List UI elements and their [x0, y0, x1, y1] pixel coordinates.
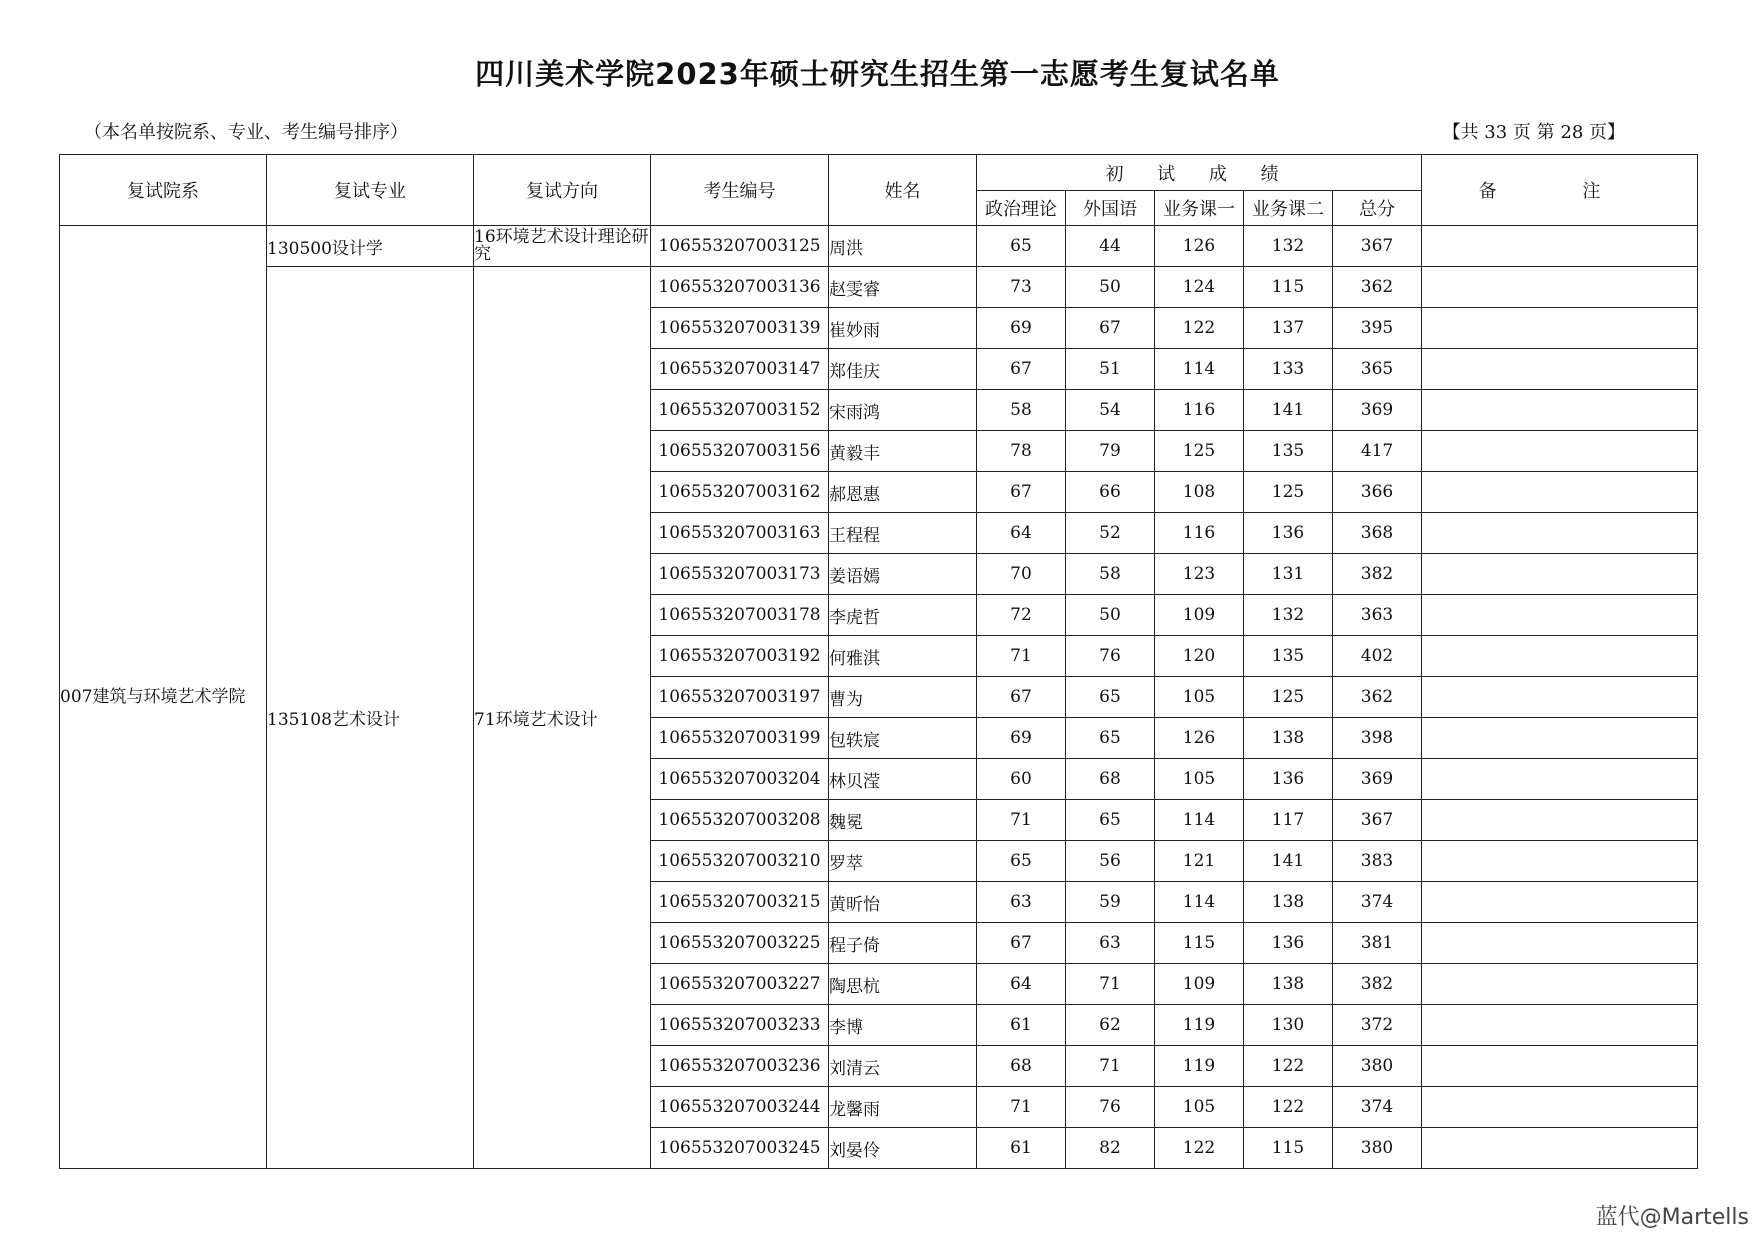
course1-score-cell: 120: [1155, 636, 1244, 677]
total-score-cell: 372: [1333, 1005, 1422, 1046]
name-cell: 周洪: [829, 226, 977, 267]
exam-id-cell: 106553207003162: [651, 472, 829, 513]
total-score-cell: 417: [1333, 431, 1422, 472]
direction-cell: 16环境艺术设计理论研究: [474, 226, 651, 267]
foreign-score-cell: 76: [1066, 636, 1155, 677]
course2-score-cell: 141: [1244, 841, 1333, 882]
total-score-cell: 369: [1333, 759, 1422, 800]
name-cell: 罗萃: [829, 841, 977, 882]
course2-score-cell: 122: [1244, 1046, 1333, 1087]
remark-cell: [1422, 759, 1698, 800]
course2-score-cell: 133: [1244, 349, 1333, 390]
foreign-score-cell: 56: [1066, 841, 1155, 882]
politics-score-cell: 71: [977, 636, 1066, 677]
foreign-score-cell: 50: [1066, 267, 1155, 308]
exam-id-cell: 106553207003244: [651, 1087, 829, 1128]
exam-id-cell: 106553207003147: [651, 349, 829, 390]
remark-cell: [1422, 1005, 1698, 1046]
politics-score-cell: 73: [977, 267, 1066, 308]
total-score-cell: 362: [1333, 677, 1422, 718]
politics-score-cell: 67: [977, 923, 1066, 964]
name-cell: 王程程: [829, 513, 977, 554]
total-score-cell: 363: [1333, 595, 1422, 636]
course1-score-cell: 109: [1155, 964, 1244, 1005]
candidate-table: [59, 154, 1698, 1169]
politics-score-cell: 68: [977, 1046, 1066, 1087]
course2-score-cell: 141: [1244, 390, 1333, 431]
total-score-cell: 382: [1333, 964, 1422, 1005]
foreign-score-cell: 82: [1066, 1128, 1155, 1169]
course1-score-cell: 125: [1155, 431, 1244, 472]
header-course2: 业务课二: [1244, 191, 1333, 226]
foreign-score-cell: 79: [1066, 431, 1155, 472]
foreign-score-cell: 50: [1066, 595, 1155, 636]
total-score-cell: 365: [1333, 349, 1422, 390]
total-score-cell: 367: [1333, 226, 1422, 267]
course1-score-cell: 124: [1155, 267, 1244, 308]
remark-cell: [1422, 472, 1698, 513]
remark-cell: [1422, 308, 1698, 349]
course2-score-cell: 136: [1244, 923, 1333, 964]
course2-score-cell: 122: [1244, 1087, 1333, 1128]
exam-id-cell: 106553207003156: [651, 431, 829, 472]
politics-score-cell: 65: [977, 841, 1066, 882]
header-total: 总分: [1333, 191, 1422, 226]
exam-id-cell: 106553207003197: [651, 677, 829, 718]
course2-score-cell: 135: [1244, 636, 1333, 677]
name-cell: 姜语嫣: [829, 554, 977, 595]
remark-cell: [1422, 841, 1698, 882]
politics-score-cell: 61: [977, 1005, 1066, 1046]
foreign-score-cell: 62: [1066, 1005, 1155, 1046]
page-info: 【共 33 页 第 28 页】: [1442, 122, 1625, 143]
remark-cell: [1422, 349, 1698, 390]
name-cell: 郝恩惠: [829, 472, 977, 513]
exam-id-cell: 106553207003152: [651, 390, 829, 431]
course2-score-cell: 138: [1244, 882, 1333, 923]
course1-score-cell: 114: [1155, 349, 1244, 390]
name-cell: 崔妙雨: [829, 308, 977, 349]
total-score-cell: 395: [1333, 308, 1422, 349]
foreign-score-cell: 54: [1066, 390, 1155, 431]
course1-score-cell: 126: [1155, 226, 1244, 267]
course1-score-cell: 126: [1155, 718, 1244, 759]
course1-score-cell: 105: [1155, 1087, 1244, 1128]
remark-cell: [1422, 677, 1698, 718]
foreign-score-cell: 65: [1066, 677, 1155, 718]
page-title: 四川美术学院2023年硕士研究生招生第一志愿考生复试名单: [475, 57, 1280, 91]
total-score-cell: 402: [1333, 636, 1422, 677]
header-dept: 复试院系: [60, 155, 267, 226]
course1-score-cell: 105: [1155, 677, 1244, 718]
remark-cell: [1422, 390, 1698, 431]
remark-cell: [1422, 513, 1698, 554]
total-score-cell: 368: [1333, 513, 1422, 554]
remark-cell: [1422, 431, 1698, 472]
name-cell: 何雅淇: [829, 636, 977, 677]
header-politics: 政治理论: [977, 191, 1066, 226]
name-cell: 刘清云: [829, 1046, 977, 1087]
remark-cell: [1422, 636, 1698, 677]
exam-id-cell: 106553207003139: [651, 308, 829, 349]
exam-id-cell: 106553207003199: [651, 718, 829, 759]
table-row: [60, 267, 1698, 308]
exam-id-cell: 106553207003178: [651, 595, 829, 636]
course1-score-cell: 119: [1155, 1005, 1244, 1046]
name-cell: 曹为: [829, 677, 977, 718]
exam-id-cell: 106553207003210: [651, 841, 829, 882]
course1-score-cell: 109: [1155, 595, 1244, 636]
course2-score-cell: 135: [1244, 431, 1333, 472]
major-cell: 130500设计学: [267, 226, 474, 267]
course1-score-cell: 105: [1155, 759, 1244, 800]
foreign-score-cell: 71: [1066, 1046, 1155, 1087]
name-cell: 包轶宸: [829, 718, 977, 759]
name-cell: 林贝滢: [829, 759, 977, 800]
course2-score-cell: 125: [1244, 677, 1333, 718]
course1-score-cell: 121: [1155, 841, 1244, 882]
table-body: [60, 226, 1698, 1169]
name-cell: 刘晏伶: [829, 1128, 977, 1169]
total-score-cell: 366: [1333, 472, 1422, 513]
name-cell: 程子倚: [829, 923, 977, 964]
course1-score-cell: 116: [1155, 513, 1244, 554]
course2-score-cell: 138: [1244, 964, 1333, 1005]
course2-score-cell: 130: [1244, 1005, 1333, 1046]
total-score-cell: 382: [1333, 554, 1422, 595]
name-cell: 郑佳庆: [829, 349, 977, 390]
department-cell: 007建筑与环境艺术学院: [60, 226, 267, 1169]
exam-id-cell: 106553207003208: [651, 800, 829, 841]
course2-score-cell: 125: [1244, 472, 1333, 513]
course1-score-cell: 119: [1155, 1046, 1244, 1087]
header-exam-id: 考生编号: [651, 155, 829, 226]
total-score-cell: 362: [1333, 267, 1422, 308]
course1-score-cell: 123: [1155, 554, 1244, 595]
exam-id-cell: 106553207003163: [651, 513, 829, 554]
course2-score-cell: 132: [1244, 226, 1333, 267]
course1-score-cell: 114: [1155, 800, 1244, 841]
exam-id-cell: 106553207003173: [651, 554, 829, 595]
foreign-score-cell: 51: [1066, 349, 1155, 390]
total-score-cell: 398: [1333, 718, 1422, 759]
direction-cell: 71环境艺术设计: [474, 267, 651, 1169]
total-score-cell: 380: [1333, 1128, 1422, 1169]
foreign-score-cell: 76: [1066, 1087, 1155, 1128]
politics-score-cell: 67: [977, 472, 1066, 513]
exam-id-cell: 106553207003136: [651, 267, 829, 308]
remark-cell: [1422, 800, 1698, 841]
remark-cell: [1422, 882, 1698, 923]
remark-cell: [1422, 554, 1698, 595]
course1-score-cell: 115: [1155, 923, 1244, 964]
politics-score-cell: 58: [977, 390, 1066, 431]
total-score-cell: 381: [1333, 923, 1422, 964]
exam-id-cell: 106553207003204: [651, 759, 829, 800]
remark-cell: [1422, 267, 1698, 308]
politics-score-cell: 78: [977, 431, 1066, 472]
remark-cell: [1422, 718, 1698, 759]
watermark: 蓝代@Martells: [1595, 1205, 1749, 1230]
header-major: 复试专业: [267, 155, 474, 226]
header-scores-group: 初 试 成 绩: [977, 155, 1422, 191]
foreign-score-cell: 68: [1066, 759, 1155, 800]
exam-id-cell: 106553207003245: [651, 1128, 829, 1169]
remark-cell: [1422, 923, 1698, 964]
header-foreign: 外国语: [1066, 191, 1155, 226]
name-cell: 魏冕: [829, 800, 977, 841]
politics-score-cell: 64: [977, 513, 1066, 554]
total-score-cell: 374: [1333, 1087, 1422, 1128]
politics-score-cell: 64: [977, 964, 1066, 1005]
course2-score-cell: 117: [1244, 800, 1333, 841]
exam-id-cell: 106553207003125: [651, 226, 829, 267]
remark-cell: [1422, 595, 1698, 636]
politics-score-cell: 60: [977, 759, 1066, 800]
course2-score-cell: 136: [1244, 759, 1333, 800]
name-cell: 宋雨鸿: [829, 390, 977, 431]
name-cell: 陶思杭: [829, 964, 977, 1005]
foreign-score-cell: 67: [1066, 308, 1155, 349]
header-remarks: 备 注: [1422, 155, 1698, 226]
course1-score-cell: 108: [1155, 472, 1244, 513]
total-score-cell: 369: [1333, 390, 1422, 431]
course2-score-cell: 115: [1244, 1128, 1333, 1169]
remark-cell: [1422, 226, 1698, 267]
course1-score-cell: 122: [1155, 308, 1244, 349]
name-cell: 黄昕怡: [829, 882, 977, 923]
remark-cell: [1422, 964, 1698, 1005]
total-score-cell: 383: [1333, 841, 1422, 882]
politics-score-cell: 61: [977, 1128, 1066, 1169]
foreign-score-cell: 63: [1066, 923, 1155, 964]
remark-cell: [1422, 1128, 1698, 1169]
name-cell: 龙馨雨: [829, 1087, 977, 1128]
total-score-cell: 380: [1333, 1046, 1422, 1087]
exam-id-cell: 106553207003227: [651, 964, 829, 1005]
politics-score-cell: 69: [977, 718, 1066, 759]
remark-cell: [1422, 1087, 1698, 1128]
course2-score-cell: 136: [1244, 513, 1333, 554]
table-row: [60, 226, 1698, 267]
course1-score-cell: 114: [1155, 882, 1244, 923]
foreign-score-cell: 65: [1066, 718, 1155, 759]
exam-id-cell: 106553207003215: [651, 882, 829, 923]
course2-score-cell: 115: [1244, 267, 1333, 308]
exam-id-cell: 106553207003233: [651, 1005, 829, 1046]
politics-score-cell: 72: [977, 595, 1066, 636]
name-cell: 李虎哲: [829, 595, 977, 636]
remark-cell: [1422, 1046, 1698, 1087]
politics-score-cell: 71: [977, 1087, 1066, 1128]
name-cell: 赵雯睿: [829, 267, 977, 308]
politics-score-cell: 69: [977, 308, 1066, 349]
header-direction: 复试方向: [474, 155, 651, 226]
exam-id-cell: 106553207003236: [651, 1046, 829, 1087]
foreign-score-cell: 66: [1066, 472, 1155, 513]
exam-id-cell: 106553207003225: [651, 923, 829, 964]
name-cell: 黄毅丰: [829, 431, 977, 472]
course2-score-cell: 131: [1244, 554, 1333, 595]
foreign-score-cell: 52: [1066, 513, 1155, 554]
course1-score-cell: 116: [1155, 390, 1244, 431]
foreign-score-cell: 71: [1066, 964, 1155, 1005]
politics-score-cell: 63: [977, 882, 1066, 923]
exam-id-cell: 106553207003192: [651, 636, 829, 677]
header-course1: 业务课一: [1155, 191, 1244, 226]
politics-score-cell: 67: [977, 349, 1066, 390]
foreign-score-cell: 44: [1066, 226, 1155, 267]
foreign-score-cell: 59: [1066, 882, 1155, 923]
sort-note: （本名单按院系、专业、考生编号排序）: [84, 122, 408, 143]
course2-score-cell: 132: [1244, 595, 1333, 636]
total-score-cell: 367: [1333, 800, 1422, 841]
total-score-cell: 374: [1333, 882, 1422, 923]
major-cell: 135108艺术设计: [267, 267, 474, 1169]
course2-score-cell: 137: [1244, 308, 1333, 349]
course2-score-cell: 138: [1244, 718, 1333, 759]
politics-score-cell: 71: [977, 800, 1066, 841]
course1-score-cell: 122: [1155, 1128, 1244, 1169]
politics-score-cell: 67: [977, 677, 1066, 718]
foreign-score-cell: 58: [1066, 554, 1155, 595]
foreign-score-cell: 65: [1066, 800, 1155, 841]
politics-score-cell: 70: [977, 554, 1066, 595]
politics-score-cell: 65: [977, 226, 1066, 267]
name-cell: 李博: [829, 1005, 977, 1046]
header-name: 姓名: [829, 155, 977, 226]
